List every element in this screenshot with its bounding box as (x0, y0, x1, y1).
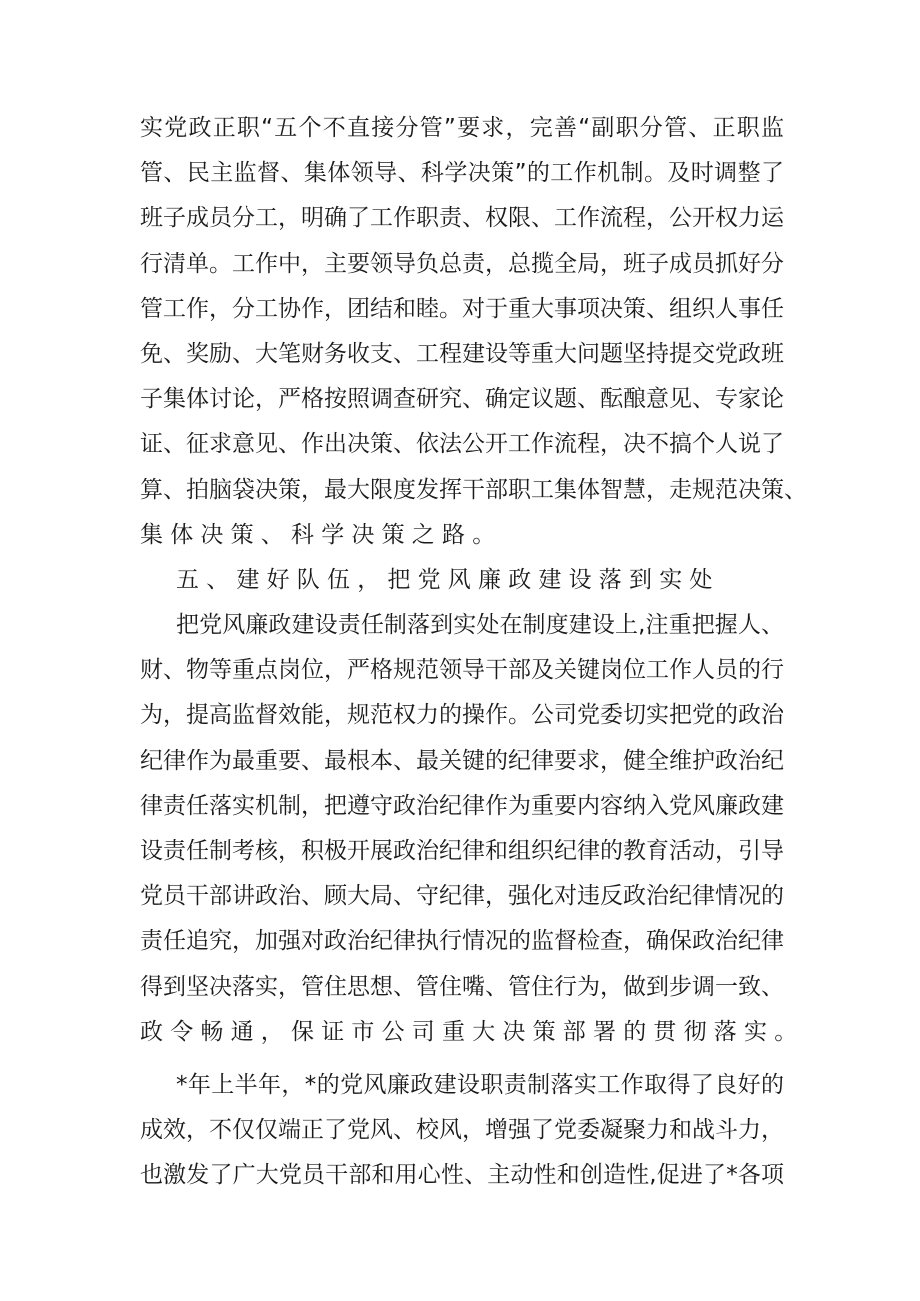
text-line: 得到坚决落实，管住思想、管住嘴、管住行为，做到步调一致、 (140, 973, 784, 1000)
text-line: 实党政正职“五个不直接分管”要求，完善“副职分管、正职监 (140, 115, 784, 141)
text-line: 党员干部讲政治、顾大局、守纪律，强化对违反政治纪律情况的 (140, 883, 784, 910)
text-line: 证、征求意见、作出决策、依法公开工作流程，决不搞个人说了 (140, 431, 784, 458)
document-body (140, 106, 807, 1199)
text-line: 律责任落实机制，把遵守政治纪律作为重要内容纳入党风廉政建 (140, 792, 784, 819)
text-line: 纪律作为最重要、最根本、最关键的纪律要求，健全维护政治纪 (140, 747, 784, 774)
text-line: 子集体讨论，严格按照调查研究、确定议题、酝酿意见、专家论 (140, 386, 784, 413)
text-line: 行清单。工作中，主要领导负总责，总揽全局，班子成员抓好分 (140, 250, 784, 277)
text-line: 班子成员分工，明确了工作职责、权限、工作流程，公开权力运 (140, 205, 784, 232)
text-line: 财、物等重点岗位，严格规范领导干部及关键岗位工作人员的行 (140, 657, 784, 684)
section-5-title: 五、建好队伍，把党风廉政建设落到实处 (176, 566, 720, 593)
text-line: 责任追究，加强对政治纪律执行情况的监督检查，确保政治纪律 (140, 928, 784, 955)
text-line: 也激发了广大党员干部和用心性、主动性和创造性,促进了*各项 (140, 1162, 784, 1189)
text-line: *年上半年，*的党风廉政建设职责制落实工作取得了良好的 (176, 1071, 784, 1098)
paragraph-spacer (140, 1055, 784, 1063)
text-line: 为，提高监督效能，规范权力的操作。公司党委切实把党的政治 (140, 702, 784, 729)
text-line: 集体决策、科学决策之路。 (140, 521, 503, 548)
text-line: 政令畅通，保证市公司重大决策部署的贯彻落实。 (140, 1018, 805, 1045)
text-line: 管、民主监督、集体领导、科学决策”的工作机制。及时调整了 (140, 160, 784, 187)
text-line: 成效，不仅仅端正了党风、校风，增强了党委凝聚力和战斗力， (140, 1117, 784, 1144)
text-line: 设责任制考核，积极开展政治纪律和组织纪律的教育活动，引导 (140, 838, 784, 864)
text-line: 免、奖励、大笔财务收支、工程建设等重大问题坚持提交党政班 (140, 340, 784, 367)
text-line: 管工作，分工协作，团结和睦。对于重大事项决策、组织人事任 (140, 295, 784, 322)
text-line: 算、拍脑袋决策，最大限度发挥干部职工集体智慧，走规范决策、 (140, 476, 807, 503)
text-line: 把党风廉政建设责任制落到实处在制度建设上,注重把握人、 (176, 612, 784, 639)
section-heading (140, 558, 784, 603)
paragraph-decision-mechanism (140, 106, 807, 558)
paragraph-half-year-summary (140, 1063, 784, 1199)
paragraph-political-discipline (140, 603, 805, 1055)
